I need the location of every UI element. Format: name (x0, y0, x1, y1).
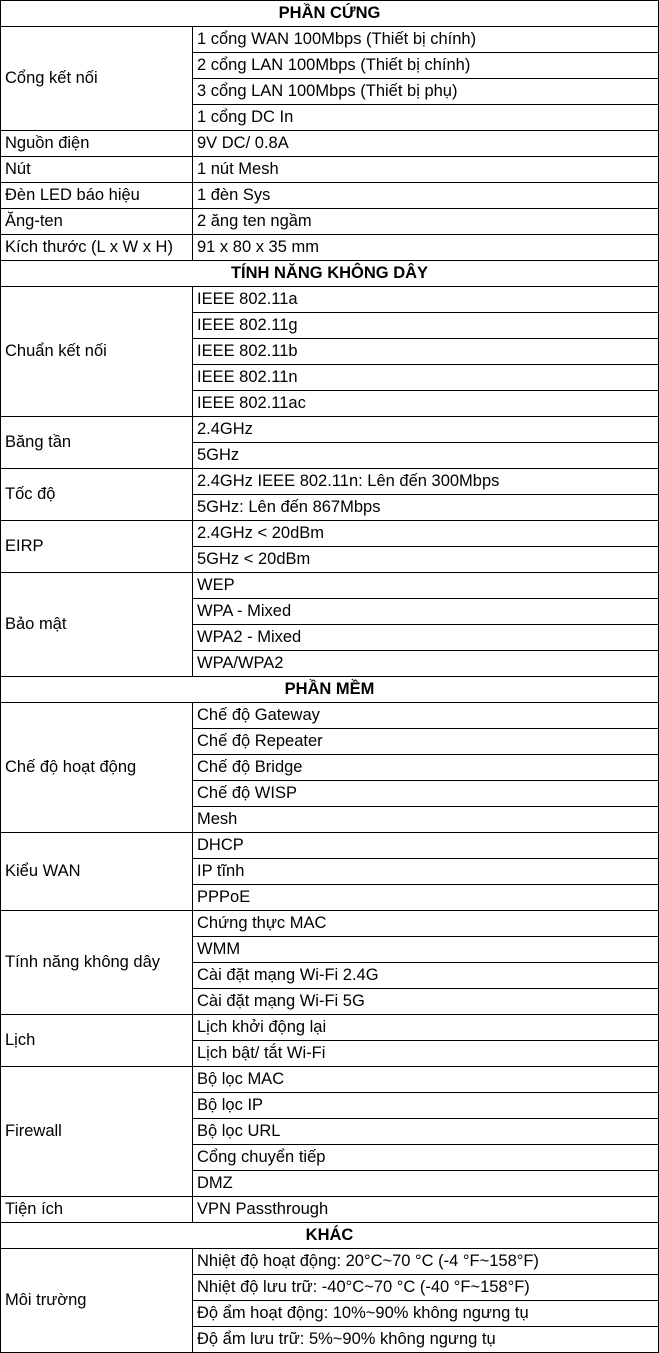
spec-value: Lịch bật/ tắt Wi-Fi (193, 1041, 659, 1067)
spec-value: 2.4GHz (193, 417, 659, 443)
spec-row (1, 911, 659, 937)
spec-value: Cài đặt mạng Wi-Fi 5G (193, 989, 659, 1015)
spec-row (1, 235, 659, 261)
spec-value: Lịch khởi động lại (193, 1015, 659, 1041)
spec-value: WMM (193, 937, 659, 963)
spec-value: Chế độ Gateway (193, 703, 659, 729)
spec-value: 1 nút Mesh (193, 157, 659, 183)
spec-value: Chứng thực MAC (193, 911, 659, 937)
spec-label: Ăng-ten (1, 209, 193, 235)
spec-row (1, 131, 659, 157)
spec-label: Tốc độ (1, 469, 193, 521)
spec-value: 3 cổng LAN 100Mbps (Thiết bị phụ) (193, 79, 659, 105)
spec-label: Firewall (1, 1067, 193, 1197)
spec-label: Tính năng không dây (1, 911, 193, 1015)
spec-value: DMZ (193, 1171, 659, 1197)
spec-value: 1 cổng DC In (193, 105, 659, 131)
spec-value: Nhiệt độ hoạt động: 20°C~70 °C (-4 °F~158°F) (193, 1249, 659, 1275)
section-header-row (1, 1223, 659, 1249)
spec-row (1, 521, 659, 547)
spec-value: Nhiệt độ lưu trữ: -40°C~70 °C (-40 °F~158°F) (193, 1275, 659, 1301)
spec-row (1, 1015, 659, 1041)
spec-value: 2.4GHz < 20dBm (193, 521, 659, 547)
spec-row (1, 1067, 659, 1093)
spec-value: VPN Passthrough (193, 1197, 659, 1223)
spec-row (1, 287, 659, 313)
spec-row (1, 469, 659, 495)
spec-value: Chế độ WISP (193, 781, 659, 807)
spec-label: Chuẩn kết nối (1, 287, 193, 417)
spec-row (1, 417, 659, 443)
section-header-row (1, 1, 659, 27)
spec-value: Bộ lọc IP (193, 1093, 659, 1119)
spec-value: WPA2 - Mixed (193, 625, 659, 651)
spec-value: IP tĩnh (193, 859, 659, 885)
spec-value: 5GHz (193, 443, 659, 469)
spec-value: IEEE 802.11n (193, 365, 659, 391)
spec-label: Tiện ích (1, 1197, 193, 1223)
spec-value: 2 cổng LAN 100Mbps (Thiết bị chính) (193, 53, 659, 79)
spec-label: Nguồn điện (1, 131, 193, 157)
spec-table-body (1, 1, 659, 1353)
spec-label: Lịch (1, 1015, 193, 1067)
spec-value: Bộ lọc URL (193, 1119, 659, 1145)
spec-value: 5GHz < 20dBm (193, 547, 659, 573)
spec-row (1, 157, 659, 183)
spec-value: PPPoE (193, 885, 659, 911)
spec-value: Mesh (193, 807, 659, 833)
spec-value: Cổng chuyển tiếp (193, 1145, 659, 1171)
spec-row (1, 1249, 659, 1275)
spec-value: WPA - Mixed (193, 599, 659, 625)
spec-label: Môi trường (1, 1249, 193, 1353)
spec-row (1, 1197, 659, 1223)
spec-label: Đèn LED báo hiệu (1, 183, 193, 209)
spec-row (1, 703, 659, 729)
spec-label: Chế độ hoạt động (1, 703, 193, 833)
spec-value: WPA/WPA2 (193, 651, 659, 677)
spec-value: 2 ăng ten ngầm (193, 209, 659, 235)
spec-row (1, 27, 659, 53)
spec-value: IEEE 802.11a (193, 287, 659, 313)
spec-value: Bộ lọc MAC (193, 1067, 659, 1093)
spec-label: Nút (1, 157, 193, 183)
section-title: TÍNH NĂNG KHÔNG DÂY (1, 261, 659, 287)
spec-value: WEP (193, 573, 659, 599)
spec-value: Chế độ Repeater (193, 729, 659, 755)
spec-label: Kiểu WAN (1, 833, 193, 911)
spec-row (1, 183, 659, 209)
spec-value: IEEE 802.11g (193, 313, 659, 339)
section-title: PHẦN MỀM (1, 677, 659, 703)
spec-value: Độ ẩm hoạt động: 10%~90% không ngưng tụ (193, 1301, 659, 1327)
spec-label: Băng tần (1, 417, 193, 469)
spec-value: DHCP (193, 833, 659, 859)
spec-label: Bảo mật (1, 573, 193, 677)
spec-row (1, 573, 659, 599)
spec-value: 5GHz: Lên đến 867Mbps (193, 495, 659, 521)
section-title: KHÁC (1, 1223, 659, 1249)
spec-value: 91 x 80 x 35 mm (193, 235, 659, 261)
section-header-row (1, 261, 659, 287)
spec-label: Cổng kết nối (1, 27, 193, 131)
spec-label: Kích thước (L x W x H) (1, 235, 193, 261)
spec-value: IEEE 802.11b (193, 339, 659, 365)
section-header-row (1, 677, 659, 703)
spec-row (1, 209, 659, 235)
spec-value: IEEE 802.11ac (193, 391, 659, 417)
spec-value: 9V DC/ 0.8A (193, 131, 659, 157)
section-title: PHẦN CỨNG (1, 1, 659, 27)
spec-value: Độ ẩm lưu trữ: 5%~90% không ngưng tụ (193, 1327, 659, 1353)
spec-value: 2.4GHz IEEE 802.11n: Lên đến 300Mbps (193, 469, 659, 495)
spec-label: EIRP (1, 521, 193, 573)
spec-row (1, 833, 659, 859)
spec-value: Cài đặt mạng Wi-Fi 2.4G (193, 963, 659, 989)
spec-value: Chế độ Bridge (193, 755, 659, 781)
spec-value: 1 đèn Sys (193, 183, 659, 209)
spec-value: 1 cổng WAN 100Mbps (Thiết bị chính) (193, 27, 659, 53)
